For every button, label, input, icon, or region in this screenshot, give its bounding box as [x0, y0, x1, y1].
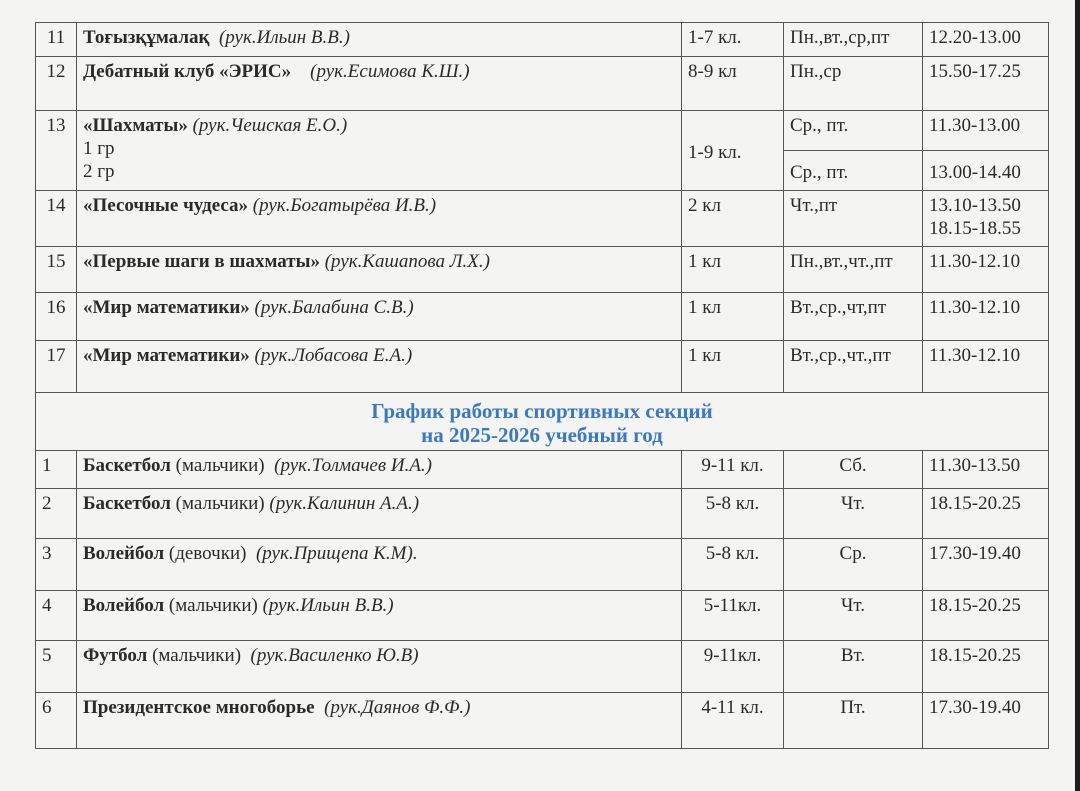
club-title: Дебатный клуб «ЭРИС» — [83, 61, 292, 82]
row-number: 3 — [36, 539, 77, 591]
time-cell: 11.30-13.00 — [923, 111, 1049, 151]
grade-cell: 5-11кл. — [682, 591, 784, 641]
heading-line: График работы спортивных секций — [371, 398, 713, 423]
days-cell: Пт. — [784, 693, 923, 749]
time-cell: 13.00-14.40 — [923, 151, 1049, 191]
row-number: 5 — [36, 641, 77, 693]
time-cell: 11.30-12.10 — [923, 247, 1049, 293]
club-title: «Мир математики» — [83, 297, 250, 318]
section-gender: (девочки) — [168, 543, 247, 564]
days-cell: Ср., пт. — [784, 111, 923, 151]
section-name-cell — [77, 641, 682, 693]
section-name-cell — [77, 693, 682, 749]
table-row — [36, 293, 1049, 341]
club-name-cell — [77, 191, 682, 247]
table-row — [36, 341, 1049, 393]
time-slot: 18.15-18.55 — [929, 218, 1021, 239]
section-name-cell — [77, 451, 682, 489]
section-name-cell — [77, 489, 682, 539]
row-number: 12 — [36, 57, 77, 111]
club-leader: (рук.Чешская Е.О.) — [192, 115, 348, 136]
grade-cell: 1-7 кл. — [682, 23, 784, 57]
club-title: «Песочные чудеса» — [83, 195, 249, 216]
row-number: 2 — [36, 489, 77, 539]
row-number: 11 — [36, 23, 77, 57]
club-title: «Мир математики» — [83, 345, 250, 366]
scan-border — [1075, 0, 1080, 791]
club-name-cell — [77, 293, 682, 341]
section-gender: (мальчики) — [175, 493, 265, 514]
table-row — [36, 489, 1049, 539]
table-row — [36, 247, 1049, 293]
days-cell: Чт. — [784, 489, 923, 539]
section-name-cell — [77, 539, 682, 591]
grade-cell: 9-11 кл. — [682, 451, 784, 489]
time-cell: 11.30-12.10 — [923, 341, 1049, 393]
table-row — [36, 57, 1049, 111]
time-cell — [923, 191, 1049, 247]
row-number: 6 — [36, 693, 77, 749]
section-leader: (рук.Василенко Ю.В) — [250, 645, 419, 666]
table-row — [36, 111, 1049, 151]
grade-cell: 8-9 кл — [682, 57, 784, 111]
club-name-cell — [77, 111, 682, 191]
grade-cell: 1 кл — [682, 341, 784, 393]
section-title: Волейбол — [83, 595, 165, 616]
group-label: 1 гр — [83, 138, 115, 159]
days-cell: Вт.,ср.,чт.,пт — [784, 341, 923, 393]
section-title: Баскетбол — [83, 493, 171, 514]
section-heading-row — [36, 393, 1049, 451]
section-gender: (мальчики) — [152, 645, 242, 666]
section-gender: (мальчики) — [175, 455, 265, 476]
row-number: 4 — [36, 591, 77, 641]
row-number: 13 — [36, 111, 77, 191]
schedule-document — [35, 22, 1048, 749]
time-cell: 11.30-13.50 — [923, 451, 1049, 489]
row-number: 16 — [36, 293, 77, 341]
days-cell: Вт. — [784, 641, 923, 693]
club-title: Тоғызқұмалақ — [83, 27, 210, 48]
time-cell: 17.30-19.40 — [923, 539, 1049, 591]
table-row — [36, 451, 1049, 489]
row-number: 17 — [36, 341, 77, 393]
days-cell: Сб. — [784, 451, 923, 489]
table-row — [36, 191, 1049, 247]
days-cell: Вт.,ср.,чт,пт — [784, 293, 923, 341]
club-leader: (рук.Ильин В.В.) — [218, 27, 350, 48]
section-title: Футбол — [83, 645, 148, 666]
time-cell: 15.50-17.25 — [923, 57, 1049, 111]
grade-cell: 5-8 кл. — [682, 489, 784, 539]
grade-cell: 1-9 кл. — [682, 111, 784, 191]
section-leader: (рук.Толмачев И.А.) — [274, 455, 433, 476]
time-cell: 18.15-20.25 — [923, 641, 1049, 693]
section-title: Президентское многоборье — [83, 697, 315, 718]
club-title: «Шахматы» — [83, 115, 188, 136]
table-row — [36, 591, 1049, 641]
section-leader: (рук.Прищепа К.М). — [255, 543, 418, 564]
table-row — [36, 23, 1049, 57]
days-cell: Пн.,вт.,чт.,пт — [784, 247, 923, 293]
time-cell: 18.15-20.25 — [923, 591, 1049, 641]
days-cell: Чт. — [784, 591, 923, 641]
section-leader: (рук.Калинин А.А.) — [269, 493, 420, 514]
time-slot: 13.10-13.50 — [929, 195, 1021, 216]
time-cell: 12.20-13.00 — [923, 23, 1049, 57]
sports-section-heading — [36, 393, 1049, 451]
days-cell: Пн.,ср — [784, 57, 923, 111]
row-number: 15 — [36, 247, 77, 293]
club-name-cell — [77, 247, 682, 293]
grade-cell: 1 кл — [682, 247, 784, 293]
grade-cell: 5-8 кл. — [682, 539, 784, 591]
section-leader: (рук.Ильин В.В.) — [262, 595, 394, 616]
section-gender: (мальчики) — [168, 595, 258, 616]
days-cell: Ср. — [784, 539, 923, 591]
table-row — [36, 693, 1049, 749]
heading-line: на 2025-2026 учебный год — [421, 422, 663, 447]
table-row — [36, 539, 1049, 591]
grade-cell: 4-11 кл. — [682, 693, 784, 749]
club-leader: (рук.Балабина С.В.) — [254, 297, 414, 318]
section-title: Баскетбол — [83, 455, 171, 476]
row-number: 14 — [36, 191, 77, 247]
time-cell: 17.30-19.40 — [923, 693, 1049, 749]
days-cell: Чт.,пт — [784, 191, 923, 247]
grade-cell: 1 кл — [682, 293, 784, 341]
row-number: 1 — [36, 451, 77, 489]
club-leader: (рук.Есимова К.Ш.) — [310, 61, 470, 82]
section-title: Волейбол — [83, 543, 165, 564]
club-leader: (рук.Лобасова Е.А.) — [254, 345, 413, 366]
section-leader: (рук.Даянов Ф.Ф.) — [324, 697, 471, 718]
club-leader: (рук.Кашапова Л.Х.) — [324, 251, 490, 272]
section-name-cell — [77, 591, 682, 641]
group-label: 2 гр — [83, 161, 115, 182]
days-cell: Пн.,вт.,ср,пт — [784, 23, 923, 57]
time-cell: 18.15-20.25 — [923, 489, 1049, 539]
club-leader: (рук.Богатырёва И.В.) — [252, 195, 437, 216]
schedule-table — [35, 22, 1049, 749]
days-cell: Ср., пт. — [784, 151, 923, 191]
club-name-cell — [77, 23, 682, 57]
club-name-cell — [77, 57, 682, 111]
table-row — [36, 641, 1049, 693]
time-cell: 11.30-12.10 — [923, 293, 1049, 341]
grade-cell: 9-11кл. — [682, 641, 784, 693]
club-name-cell — [77, 341, 682, 393]
grade-cell: 2 кл — [682, 191, 784, 247]
club-title: «Первые шаги в шахматы» — [83, 251, 320, 272]
